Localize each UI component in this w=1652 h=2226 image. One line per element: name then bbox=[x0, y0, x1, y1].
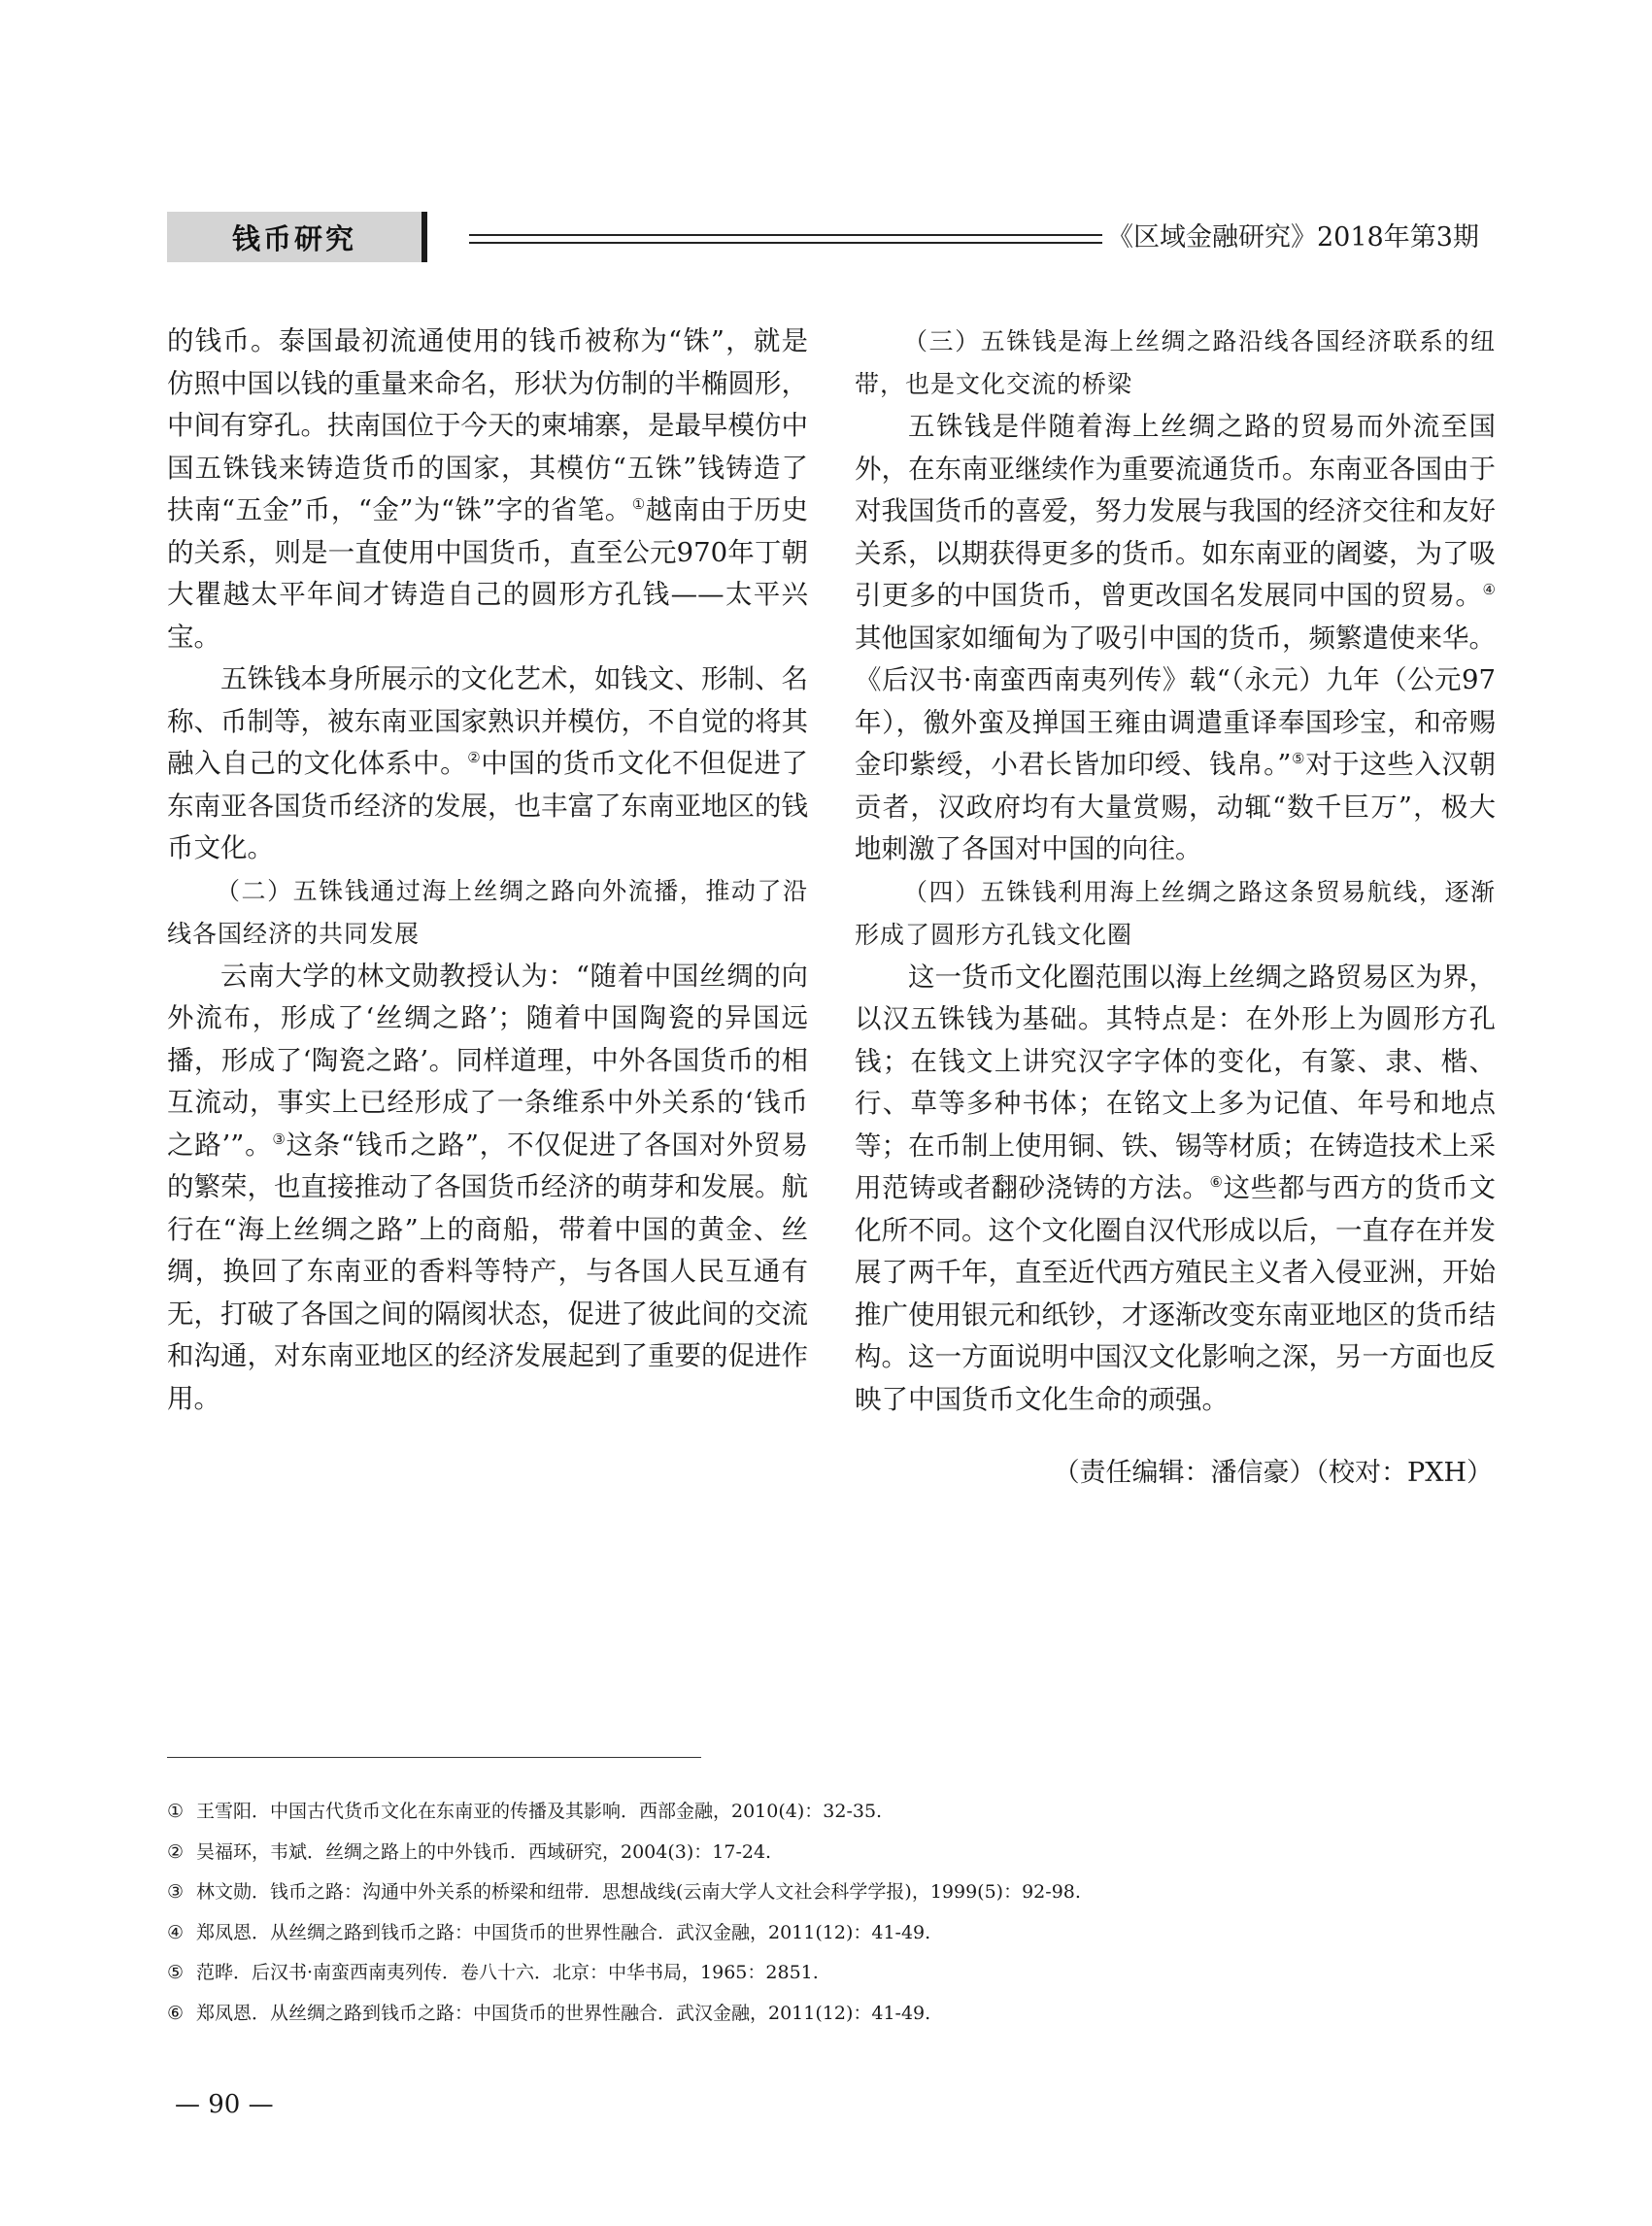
footnote-text: 郑凤恩．从丝绸之路到钱币之路：中国货币的世界性融合．武汉金融，2011(12)：41-49. bbox=[196, 2002, 931, 2024]
paragraph-text: 这条“钱币之路”，不仅促进了各国对外贸易的繁荣，也直接推动了各国货币经济的萌芽和发展。航行在“海上丝绸之路”上的商船，带着中国的黄金、丝绸，换回了东南亚的香料等特产，与各国人民互通有无，打破了各国之间的隔阂状态，促进了彼此间的交流和沟通，对东南亚地区的经济发展起到了重要的促进作用。 bbox=[167, 1129, 808, 1414]
paragraph bbox=[167, 320, 808, 658]
right-column bbox=[855, 320, 1496, 1421]
header-double-rule bbox=[469, 234, 1102, 244]
footnote-mark: ③ bbox=[167, 1881, 185, 1903]
page-number: — 90 — bbox=[175, 2090, 274, 2119]
footnote-mark: ⑤ bbox=[167, 1962, 185, 1983]
paragraph-text: 中国的货币文化不但促进了东南亚各国货币经济的发展，也丰富了东南亚地区的钱币文化。 bbox=[167, 748, 808, 863]
paragraph-text: 五铢钱本身所展示的文化艺术，如钱文、形制、名称、币制等，被东南亚国家熟识并模仿，不自觉的将其融入自己的文化体系中。 bbox=[167, 663, 808, 779]
footnote-text: 范晔．后汉书·南蛮西南夷列传．卷八十六．北京：中华书局，1965：2851. bbox=[196, 1962, 819, 1983]
footnote-item bbox=[167, 1994, 1488, 2035]
footnote-text: 郑凤恩．从丝绸之路到钱币之路：中国货币的世界性融合．武汉金融，2011(12)：41-49. bbox=[196, 1921, 931, 1943]
paragraph-text: 的钱币。泰国最初流通使用的钱币被称为“铢”，就是仿照中国以钱的重量来命名，形状为仿制的半椭圆形，中间有穿孔。扶南国位于今天的柬埔寨，是最早模仿中国五铢钱来铸造货币的国家，其模仿“五铢”钱铸造了扶南“五金”币，“金”为“铢”字的省笔。 bbox=[167, 325, 808, 525]
paragraph-text: 对于这些入汉朝贡者，汉政府均有大量赏赐，动辄“数千巨万”，极大地刺激了各国对中国的向往。 bbox=[855, 749, 1496, 864]
footnote-mark: ② bbox=[167, 1840, 185, 1863]
editor-credit: （责任编辑：潘信豪）（校对：PXH） bbox=[1053, 1458, 1493, 1488]
footnote-ref: ③ bbox=[272, 1130, 287, 1148]
paragraph-text: 越南由于历史的关系，则是一直使用中国货币，直至公元970年丁朝大瞿越太平年间才铸造自己的圆形方孔钱——太平兴宝。 bbox=[167, 494, 808, 653]
footnote-item bbox=[167, 1953, 1488, 1994]
footnote-mark: ⑥ bbox=[167, 2002, 185, 2024]
paragraph-text: 这一货币文化圈范围以海上丝绸之路贸易区为界，以汉五铢钱为基础。其特点是：在外形上为圆形方孔钱；在钱文上讲究汉字字体的变化，有篆、隶、楷、行、草等多种书体；在铭文上多为记值、年号和地点等；在币制上使用铜、铁、锡等材质；在铸造技术上采用范铸或者翻砂浇铸的方法。 bbox=[855, 961, 1496, 1203]
footnote-item bbox=[167, 1872, 1488, 1913]
footnote-text: 吴福环，韦斌．丝绸之路上的中外钱币．西域研究，2004(3)：17-24. bbox=[196, 1840, 772, 1863]
footnote-divider bbox=[167, 1757, 701, 1758]
paragraph-text: 这些都与西方的货币文化所不同。这个文化圈自汉代形成以后，一直存在并发展了两千年，直至近代西方殖民主义者入侵亚洲，开始推广使用银元和纸钞，才逐渐改变东南亚地区的货币结构。这一方面说明中国汉文化影响之深，另一方面也反映了中国货币文化生命的顽强。 bbox=[855, 1172, 1497, 1415]
subheading: （四）五铢钱利用海上丝绸之路这条贸易航线，逐渐形成了圆形方孔钱文化圈 bbox=[855, 877, 1496, 949]
paragraph bbox=[855, 406, 1496, 871]
footnote-mark: ④ bbox=[167, 1921, 185, 1943]
footnote-text: 王雪阳．中国古代货币文化在东南亚的传播及其影响．西部金融，2010(4)：32-35. bbox=[196, 1801, 883, 1822]
footnote-ref: ⑤ bbox=[1291, 749, 1306, 767]
left-column bbox=[167, 320, 808, 1420]
paragraph-text: 其他国家如缅甸为了吸引中国的货币，频繁遣使来华。《后汉书·南蛮西南夷列传》载“（永元）九年（公元97年），徼外蛮及掸国王雍由调遣重译奉国珍宝，和帝赐金印紫绶，小君长皆加印绶、钱帛。” bbox=[855, 622, 1496, 780]
subheading: （二）五铢钱通过海上丝绸之路向外流播，推动了沿线各国经济的共同发展 bbox=[167, 876, 808, 948]
subheading: （三）五铢钱是海上丝绸之路沿线各国经济联系的纽带，也是文化交流的桥梁 bbox=[855, 327, 1496, 398]
footnote-text: 林文勋．钱币之路：沟通中外关系的桥梁和纽带．思想战线(云南大学人文社会科学学报)，1999(5)：92-98. bbox=[196, 1881, 1081, 1903]
section-tab: 钱币研究 bbox=[167, 212, 427, 262]
footnote-item bbox=[167, 1913, 1488, 1954]
footnote-mark: ① bbox=[167, 1801, 185, 1822]
footnote-ref: ① bbox=[631, 494, 646, 513]
paragraph bbox=[167, 658, 808, 870]
footnotes bbox=[167, 1792, 1488, 2034]
journal-title: 《区域金融研究》2018年第3期 bbox=[1107, 222, 1479, 253]
footnote-ref: ② bbox=[467, 748, 482, 766]
paragraph-text: 五铢钱是伴随着海上丝绸之路的贸易而外流至国外，在东南亚继续作为重要流通货币。东南亚各国由于对我国货币的喜爱，努力发展与我国的经济交往和友好关系，以期获得更多的货币。如东南亚的阇婆，为了吸引更多的中国货币，曾更改国名发展同中国的贸易。 bbox=[855, 411, 1496, 611]
footnote-item bbox=[167, 1833, 1488, 1873]
footnote-item bbox=[167, 1792, 1488, 1833]
paragraph bbox=[855, 957, 1496, 1422]
footnote-ref: ④ bbox=[1482, 580, 1496, 598]
paragraph-text: 云南大学的林文勋教授认为：“随着中国丝绸的向外流布，形成了‘丝绸之路’；随着中国陶瓷的异国远播，形成了‘陶瓷之路’。同样道理，中外各国货币的相互流动，事实上已经形成了一条维系中外关系的‘钱币之路’”。 bbox=[167, 960, 808, 1161]
paragraph bbox=[167, 956, 808, 1421]
footnote-ref: ⑥ bbox=[1209, 1172, 1224, 1191]
